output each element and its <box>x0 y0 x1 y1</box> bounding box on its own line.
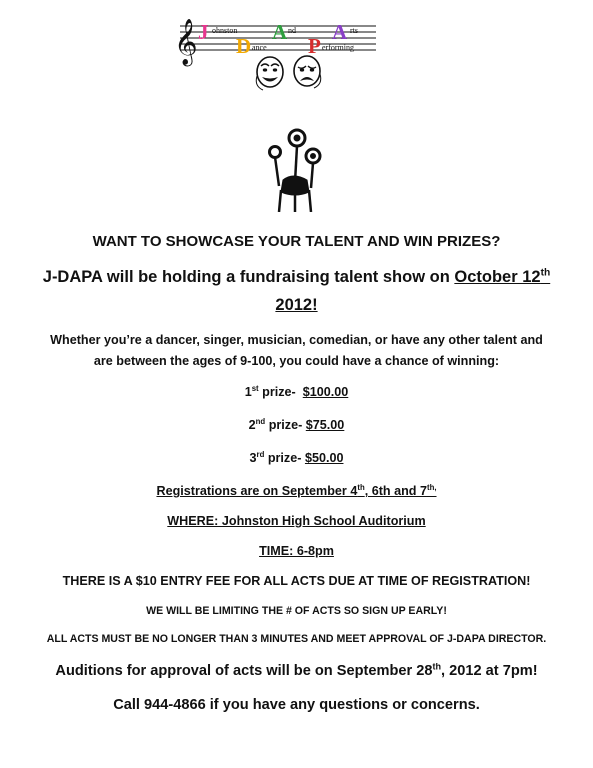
act-rules-notice: ALL ACTS MUST BE NO LONGER THAN 3 MINUTES AND MEET APPROVAL OF J-DAPA DIRECTOR. <box>46 633 547 645</box>
contact-info: Call 944-4866 if you have any questions or concerns. <box>113 697 480 713</box>
spotlights-icon <box>255 126 335 212</box>
logo-word-arts: rts <box>350 26 358 35</box>
announcement-line <box>0 268 593 287</box>
comedy-mask-icon <box>256 57 283 90</box>
event-location: WHERE: Johnston High School Auditorium <box>167 514 426 528</box>
logo-letter-p: P <box>308 34 321 58</box>
prize-first: 1st prize- $100.00 <box>244 384 349 399</box>
prize-third: 3rd prize- $50.00 <box>249 450 344 465</box>
auditions-notice: Auditions for approval of acts will be on September 28th, 2012 at 7pm! <box>55 661 538 679</box>
entry-fee-notice: THERE IS A $10 ENTRY FEE FOR ALL ACTS DUE AT TIME OF REGISTRATION! <box>62 574 531 588</box>
logo-letter-a2: A <box>332 20 348 44</box>
headline: WANT TO SHOWCASE YOUR TALENT AND WIN PRIZES? <box>92 233 501 250</box>
treble-clef-icon: 𝄞 <box>174 19 198 65</box>
eligibility-line-2: are between the ages of 9-100, you could have a chance of winning: <box>93 354 500 368</box>
act-limit-notice: WE WILL BE LIMITING THE # OF ACTS SO SIGN UP EARLY! <box>146 605 447 617</box>
logo-word-dance: ance <box>252 43 267 52</box>
announcement-text: J-DAPA will be holding a fundraising talent show on <box>42 268 455 286</box>
event-time: TIME: 6-8pm <box>259 544 334 558</box>
prize-second-amount: $75.00 <box>305 418 345 432</box>
event-date: October 12th <box>454 267 551 286</box>
logo-word-johnston: ohnston <box>212 26 238 35</box>
jdapa-logo <box>172 12 382 94</box>
logo-word-performing: erforming <box>322 43 354 52</box>
eligibility-line-1: Whether you’re a dancer, singer, musician, comedian, or have any other talent and <box>50 333 543 347</box>
logo-letter-a1: A <box>272 20 288 44</box>
registration-dates: Registrations are on September 4th, 6th and $7^{th,}$ <box>156 483 437 498</box>
prize-first-amount: $100.00 <box>302 385 349 399</box>
logo-letter-d: D <box>236 34 252 58</box>
tragedy-mask-icon <box>294 56 321 88</box>
prize-second: 2nd prize- $75.00 <box>248 417 345 432</box>
prize-third-amount: $50.00 <box>304 451 344 465</box>
logo-letter-j: J <box>198 20 209 44</box>
event-year: 2012! <box>275 296 318 314</box>
logo-word-and: nd <box>288 26 296 35</box>
